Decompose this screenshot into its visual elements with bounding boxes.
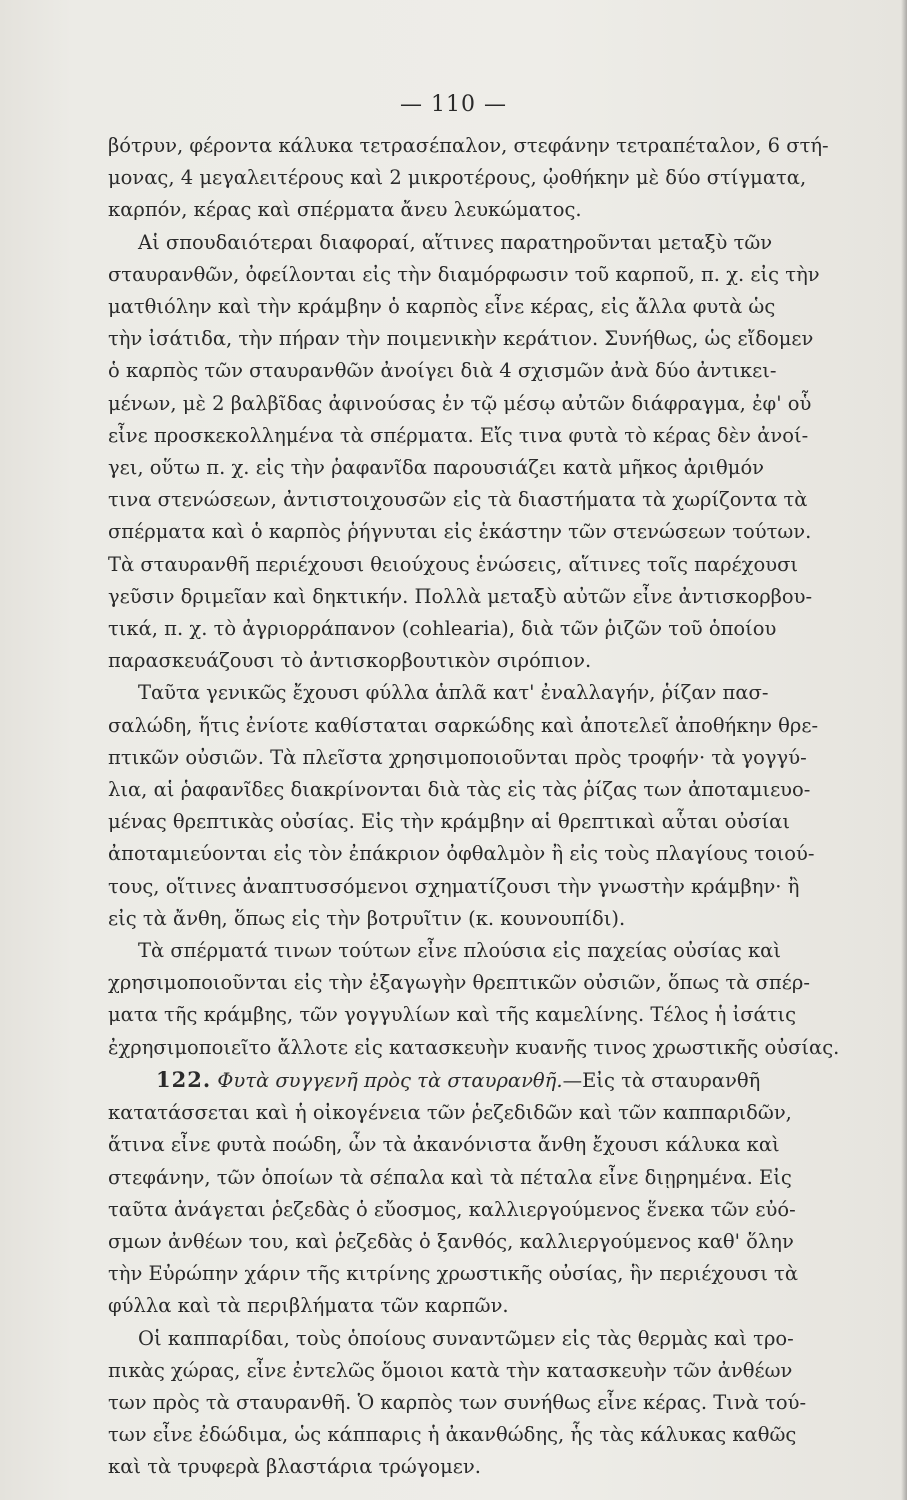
text-line: Αἱ σπουδαιότεραι διαφοραί, αἵτινες παρατηροῦνται μεταξὺ τῶν xyxy=(138,230,773,254)
section-heading-line xyxy=(108,1064,903,1097)
paragraph-2 xyxy=(108,227,903,678)
text-line: χρησιμοποιοῦνται εἰς τὴν ἐξαγωγὴν θρεπτικῶν οὐσιῶν, ὅπως τὰ σπέρ- xyxy=(108,971,810,995)
text-line: γεῦσιν δριμεῖαν καὶ δηκτικήν. Πολλὰ μεταξὺ αὐτῶν εἶνε ἀντισκορβου- xyxy=(108,584,813,608)
paragraph-1 xyxy=(108,130,903,227)
text-line: πτικῶν οὐσιῶν. Τὰ πλεῖστα χρησιμοποιοῦνται πρὸς τροφήν· τὰ γογγύ- xyxy=(108,745,807,769)
text-line: λια, αἱ ῥαφανῖδες διακρίνονται διὰ τὰς εἰς τὰς ῥίζας των ἀποταμιευο- xyxy=(108,778,811,802)
body-text xyxy=(108,130,903,1484)
text-line: πικὰς χώρας, εἶνε ἐντελῶς ὅμοιοι κατὰ τὴν κατασκευὴν τῶν ἀνθέων xyxy=(108,1358,793,1382)
text-line: Τὰ σταυρανθῆ περιέχουσι θειούχους ἑνώσεις, αἵτινες τοῖς παρέχουσι xyxy=(108,552,799,576)
text-line: τικά, π. χ. τὸ ἀγριορράπανον (cohlearia), διὰ τῶν ῥιζῶν τοῦ ὁποίου xyxy=(108,617,777,641)
paragraph-3 xyxy=(108,677,903,935)
text-line: μένας θρεπτικὰς οὐσίας. Εἰς τὴν κράμβην αἱ θρεπτικαὶ αὗται οὐσίαι xyxy=(108,810,790,834)
text-line: σαλώδη, ἥτις ἐνίοτε καθίσταται σαρκώδης καὶ ἀποτελεῖ ἀποθήκην θρε- xyxy=(108,713,819,737)
text-line: καρπόν, κέρας καὶ σπέρματα ἄνευ λευκώματος. xyxy=(108,198,582,222)
paragraph-6 xyxy=(108,1323,903,1484)
text-line: των εἶνε ἐδώδιμα, ὡς κάππαρις ἡ ἀκανθώδης, ἧς τὰς κάλυκας καθῶς xyxy=(108,1423,797,1447)
text-line: κατατάσσεται καὶ ἡ οἰκογένεια τῶν ῥεζεδιδῶν καὶ τῶν καππαριδῶν, xyxy=(108,1101,792,1125)
text-line: στεφάνην, τῶν ὁποίων τὰ σέπαλα καὶ τὰ πέταλα εἶνε διῃρημένα. Εἰς xyxy=(108,1165,792,1189)
text-line: μονας, 4 μεγαλειτέρους καὶ 2 μικροτέρους, ᾠοθήκην μὲ δύο στίγματα, xyxy=(108,166,807,190)
text-line: Τὰ σπέρματά τινων τούτων εἶνε πλούσια εἰς παχείας οὐσίας καὶ xyxy=(138,939,781,963)
section-first-text: —Εἰς τὰ σταυρανθῆ xyxy=(562,1068,761,1092)
page-number: — 110 — xyxy=(400,92,507,117)
text-line: τὴν ἰσάτιδα, τὴν πήραν τὴν ποιμενικὴν κεράτιον. Συνήθως, ὡς εἴδομεν xyxy=(108,327,814,351)
text-line: ἅτινα εἶνε φυτὰ ποώδη, ὧν τὰ ἀκανόνιστα ἄνθη ἔχουσι κάλυκα καὶ xyxy=(108,1133,780,1157)
text-line: βότρυν, φέροντα κάλυκα τετρασέπαλον, στεφάνην τετραπέταλον, 6 στή- xyxy=(108,134,829,157)
page-edge-shadow xyxy=(901,0,907,1500)
text-line: παρασκευάζουσι τὸ ἀντισκορβουτικὸν σιρόπιον. xyxy=(108,649,592,673)
text-line: φύλλα καὶ τὰ περιβλήματα τῶν καρπῶν. xyxy=(108,1294,509,1318)
text-line: καὶ τὰ τρυφερὰ βλαστάρια τρώγομεν. xyxy=(108,1455,481,1479)
paragraph-section-122 xyxy=(108,1064,903,1323)
text-line: των πρὸς τὰ σταυρανθῆ. Ὁ καρπὸς των συνήθως εἶνε κέρας. Τινὰ τού- xyxy=(108,1390,807,1414)
paragraph-4 xyxy=(108,935,903,1064)
text-line: γει, οὕτω π. χ. εἰς τὴν ῥαφανῖδα παρουσιάζει κατὰ μῆκος ἀριθμόν xyxy=(108,456,765,480)
section-number: 122. xyxy=(156,1066,212,1092)
text-line: μένων, μὲ 2 βαλβῖδας ἀφινούσας ἐν τῷ μέσῳ αὐτῶν διάφραγμα, ἐφ' οὗ xyxy=(108,391,812,415)
text-line: σμων ἀνθέων του, καὶ ῥεζεδὰς ὁ ξανθός, καλλιεργούμενος καθ' ὅλην xyxy=(108,1229,794,1253)
text-line: τους, οἵτινες ἀναπτυσσόμενοι σχηματίζουσι τὴν γνωστὴν κράμβην· ἢ xyxy=(108,874,800,898)
text-line: ματα τῆς κράμβης, τῶν γογγυλίων καὶ τῆς καμελίνης. Τέλος ἡ ἰσάτις xyxy=(108,1003,797,1027)
text-line: Ταῦτα γενικῶς ἔχουσι φύλλα ἁπλᾶ κατ' ἐναλλαγήν, ῥίζαν πασ- xyxy=(138,681,769,705)
text-line: ὁ καρπὸς τῶν σταυρανθῶν ἀνοίγει διὰ 4 σχισμῶν ἀνὰ δύο ἀντικει- xyxy=(108,359,777,383)
text-line: Οἱ καππαρίδαι, τοὺς ὁποίους συναντῶμεν εἰς τὰς θερμὰς καὶ τρο- xyxy=(138,1326,794,1350)
text-line: ἀποταμιεύονται εἰς τὸν ἐπάκριον ὀφθαλμὸν ἢ εἰς τοὺς πλαγίους τοιού- xyxy=(108,842,815,866)
text-line: σπέρματα καὶ ὁ καρπὸς ῥήγνυται εἰς ἑκάστην τῶν στενώσεων τούτων. xyxy=(108,520,812,544)
text-line: τὴν Εὐρώπην χάριν τῆς κιτρίνης χρωστικῆς οὐσίας, ἣν περιέχουσι τὰ xyxy=(108,1262,798,1286)
text-line: ταῦτα ἀνάγεται ῥεζεδὰς ὁ εὔοσμος, καλλιεργούμενος ἕνεκα τῶν εὐό- xyxy=(108,1197,796,1221)
text-line: σταυρανθῶν, ὀφείλονται εἰς τὴν διαμόρφωσιν τοῦ καρποῦ, π. χ. εἰς τὴν xyxy=(108,262,820,286)
text-line: εἶνε προσκεκολλημένα τὰ σπέρματα. Εἴς τινα φυτὰ τὸ κέρας δὲν ἀνοί- xyxy=(108,423,809,447)
text-line: εἰς τὰ ἄνθη, ὅπως εἰς τὴν βοτρυῖτιν (κ. κουνουπίδι). xyxy=(108,906,626,930)
text-line: ματθιόλην καὶ τὴν κράμβην ὁ καρπὸς εἶνε κέρας, εἰς ἄλλα φυτὰ ὡς xyxy=(108,295,776,319)
text-line: τινα στενώσεων, ἀντιστοιχουσῶν εἰς τὰ διαστήματα τὰ χωρίζοντα τὰ xyxy=(108,488,808,512)
text-line: ἐχρησιμοποιεῖτο ἄλλοτε εἰς κατασκευὴν κυανῆς τινος χρωστικῆς οὐσίας. xyxy=(108,1035,840,1059)
section-title: Φυτὰ συγγενῆ πρὸς τὰ σταυρανθῆ. xyxy=(217,1068,563,1092)
